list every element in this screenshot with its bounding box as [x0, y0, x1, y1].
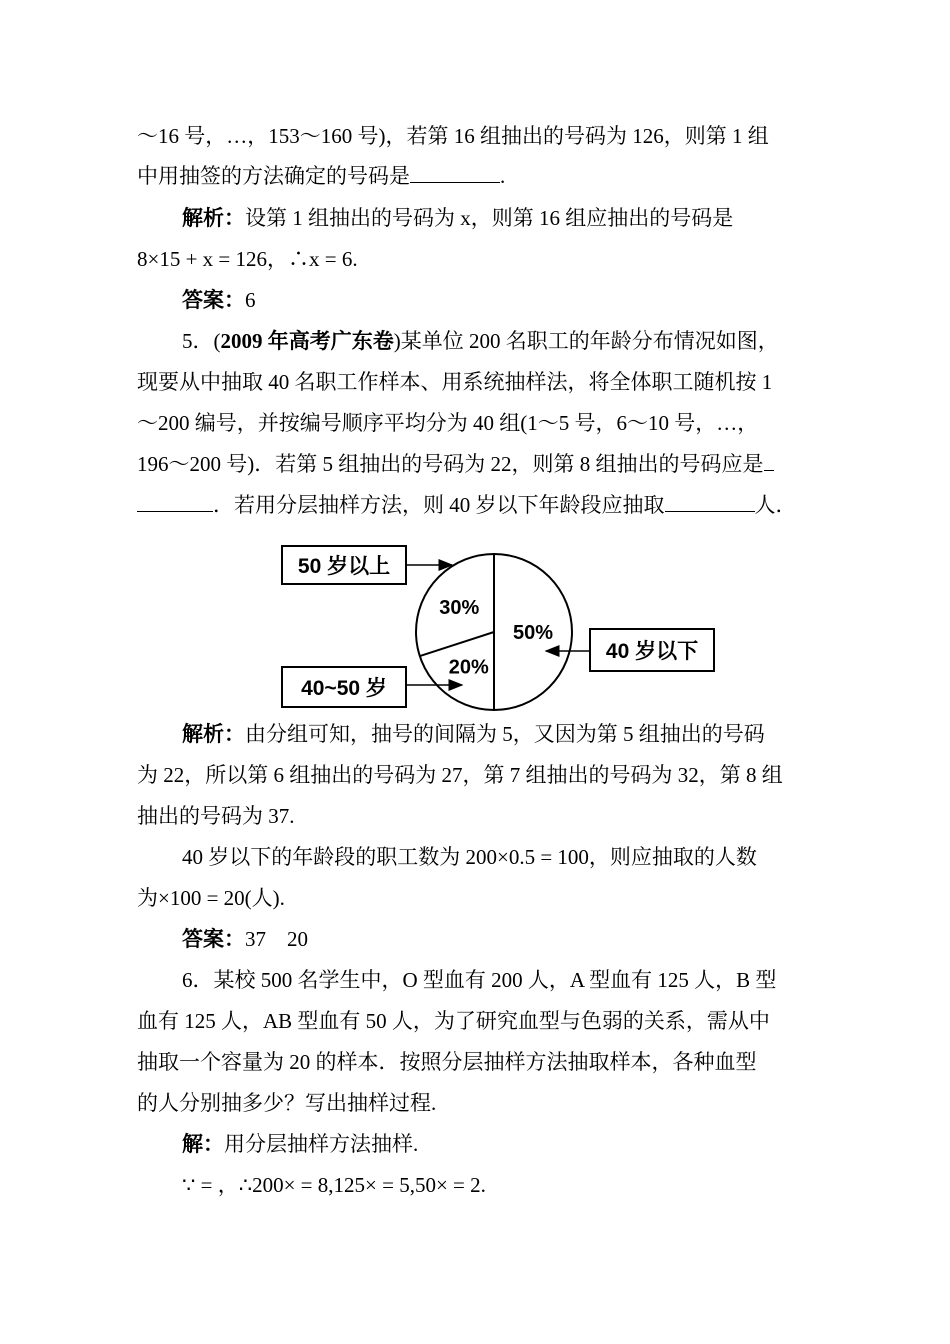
text-line-2-body: 中用抽签的方法确定的号码是 [137, 164, 410, 188]
question-5-line-5 [137, 491, 797, 519]
text-line-2-end: . [500, 164, 506, 188]
answer-line-1 [182, 286, 256, 314]
callout-label-50plus: 50 岁以上 [297, 555, 391, 578]
analysis-2-label: 解析： [182, 722, 245, 746]
text-line-2 [137, 162, 505, 190]
pie-slice-under40-label: 50% [512, 622, 554, 644]
answer-blank-2a [764, 452, 774, 471]
analysis-line-1 [182, 204, 733, 232]
analysis-line-2: 8×15 + x = 126，∴x = 6. [137, 247, 358, 271]
answer-blank-2b [137, 493, 213, 512]
q5-line-4-text: 196～200 号)．若第 5 组抽出的号码为 22，则第 8 组抽出的号码应是 [137, 452, 764, 476]
age-pie-figure [276, 535, 726, 715]
text-line-1: ～16 号，…，153～160 号)，若第 16 组抽出的号码为 126，则第 1 组 [137, 124, 769, 148]
q5-number: 5．( [182, 329, 221, 353]
answer-blank-1 [410, 164, 500, 183]
q5-text: )某单位 200 名职工的年龄分布情况如图， [393, 329, 779, 353]
question-6-line-4: 的人分别抽多少？写出抽样过程. [137, 1091, 437, 1115]
q5-line-5-end: 人． [754, 493, 797, 517]
callout-label-40to50: 40~50 岁 [301, 677, 387, 700]
analysis-label: 解析： [182, 206, 245, 230]
pie-slice-50plus-label: 20% [448, 656, 489, 679]
analysis-2-line-3: 抽出的号码为 37. [137, 804, 295, 828]
question-5-line-1 [182, 327, 779, 355]
solution-line-2: ∵ = ，∴200× = 8,125× = 5,50× = 2. [182, 1173, 486, 1197]
solution-label: 解： [182, 1132, 224, 1156]
question-6-line-3: 抽取一个容量为 20 的样本．按照分层抽样方法抽取样本，各种血型 [137, 1050, 757, 1074]
answer-2-value: 37 20 [245, 927, 308, 951]
question-5-line-2: 现要从中抽取 40 名职工作样本、用系统抽样法，将全体职工随机按 1 [137, 370, 773, 394]
callout-50plus [282, 546, 452, 584]
answer-2-line [182, 925, 308, 953]
question-5-line-4 [137, 450, 774, 478]
answer-2-label: 答案： [182, 927, 245, 951]
pie-group [416, 554, 572, 710]
q5-line-5-text: ．若用分层抽样方法，则 40 岁以下年龄段应抽取 [213, 493, 665, 517]
solution-text: 用分层抽样方法抽样. [224, 1132, 419, 1156]
question-5-line-3: ～200 编号，并按编号顺序平均分为 40 组(1～5 号，6～10 号，…， [137, 411, 759, 435]
pie-slice-40to50-label: 30% [439, 596, 480, 619]
analysis-text: 设第 1 组抽出的号码为 x，则第 16 组应抽出的号码是 [245, 206, 734, 230]
solution-line-1 [182, 1130, 418, 1158]
analysis-2-line-4: 40 岁以下的年龄段的职工数为 200×0.5 = 100，则应抽取的人数 [182, 845, 757, 869]
question-6-line-1: 6．某校 500 名学生中，O 型血有 200 人，A 型血有 125 人，B 型 [182, 968, 777, 992]
answer-value: 6 [245, 288, 256, 312]
pie-chart [276, 535, 726, 715]
question-6-line-2: 血有 125 人，AB 型血有 50 人，为了研究血型与色弱的关系，需从中 [137, 1009, 770, 1033]
analysis-2-line-5: 为×100 = 20(人). [137, 886, 285, 910]
callout-label-under40: 40 岁以下 [605, 640, 699, 663]
analysis-2-line-2: 为 22，所以第 6 组抽出的号码为 27，第 7 组抽出的号码为 32，第 8 组 [137, 763, 783, 787]
answer-blank-3 [665, 493, 755, 512]
analysis-2-text: 由分组可知，抽号的间隔为 5，又因为第 5 组抽出的号码 [245, 722, 765, 746]
analysis-2-line-1 [182, 720, 765, 748]
answer-label: 答案： [182, 288, 245, 312]
q5-source: 2009 年高考广东卷 [220, 329, 394, 353]
